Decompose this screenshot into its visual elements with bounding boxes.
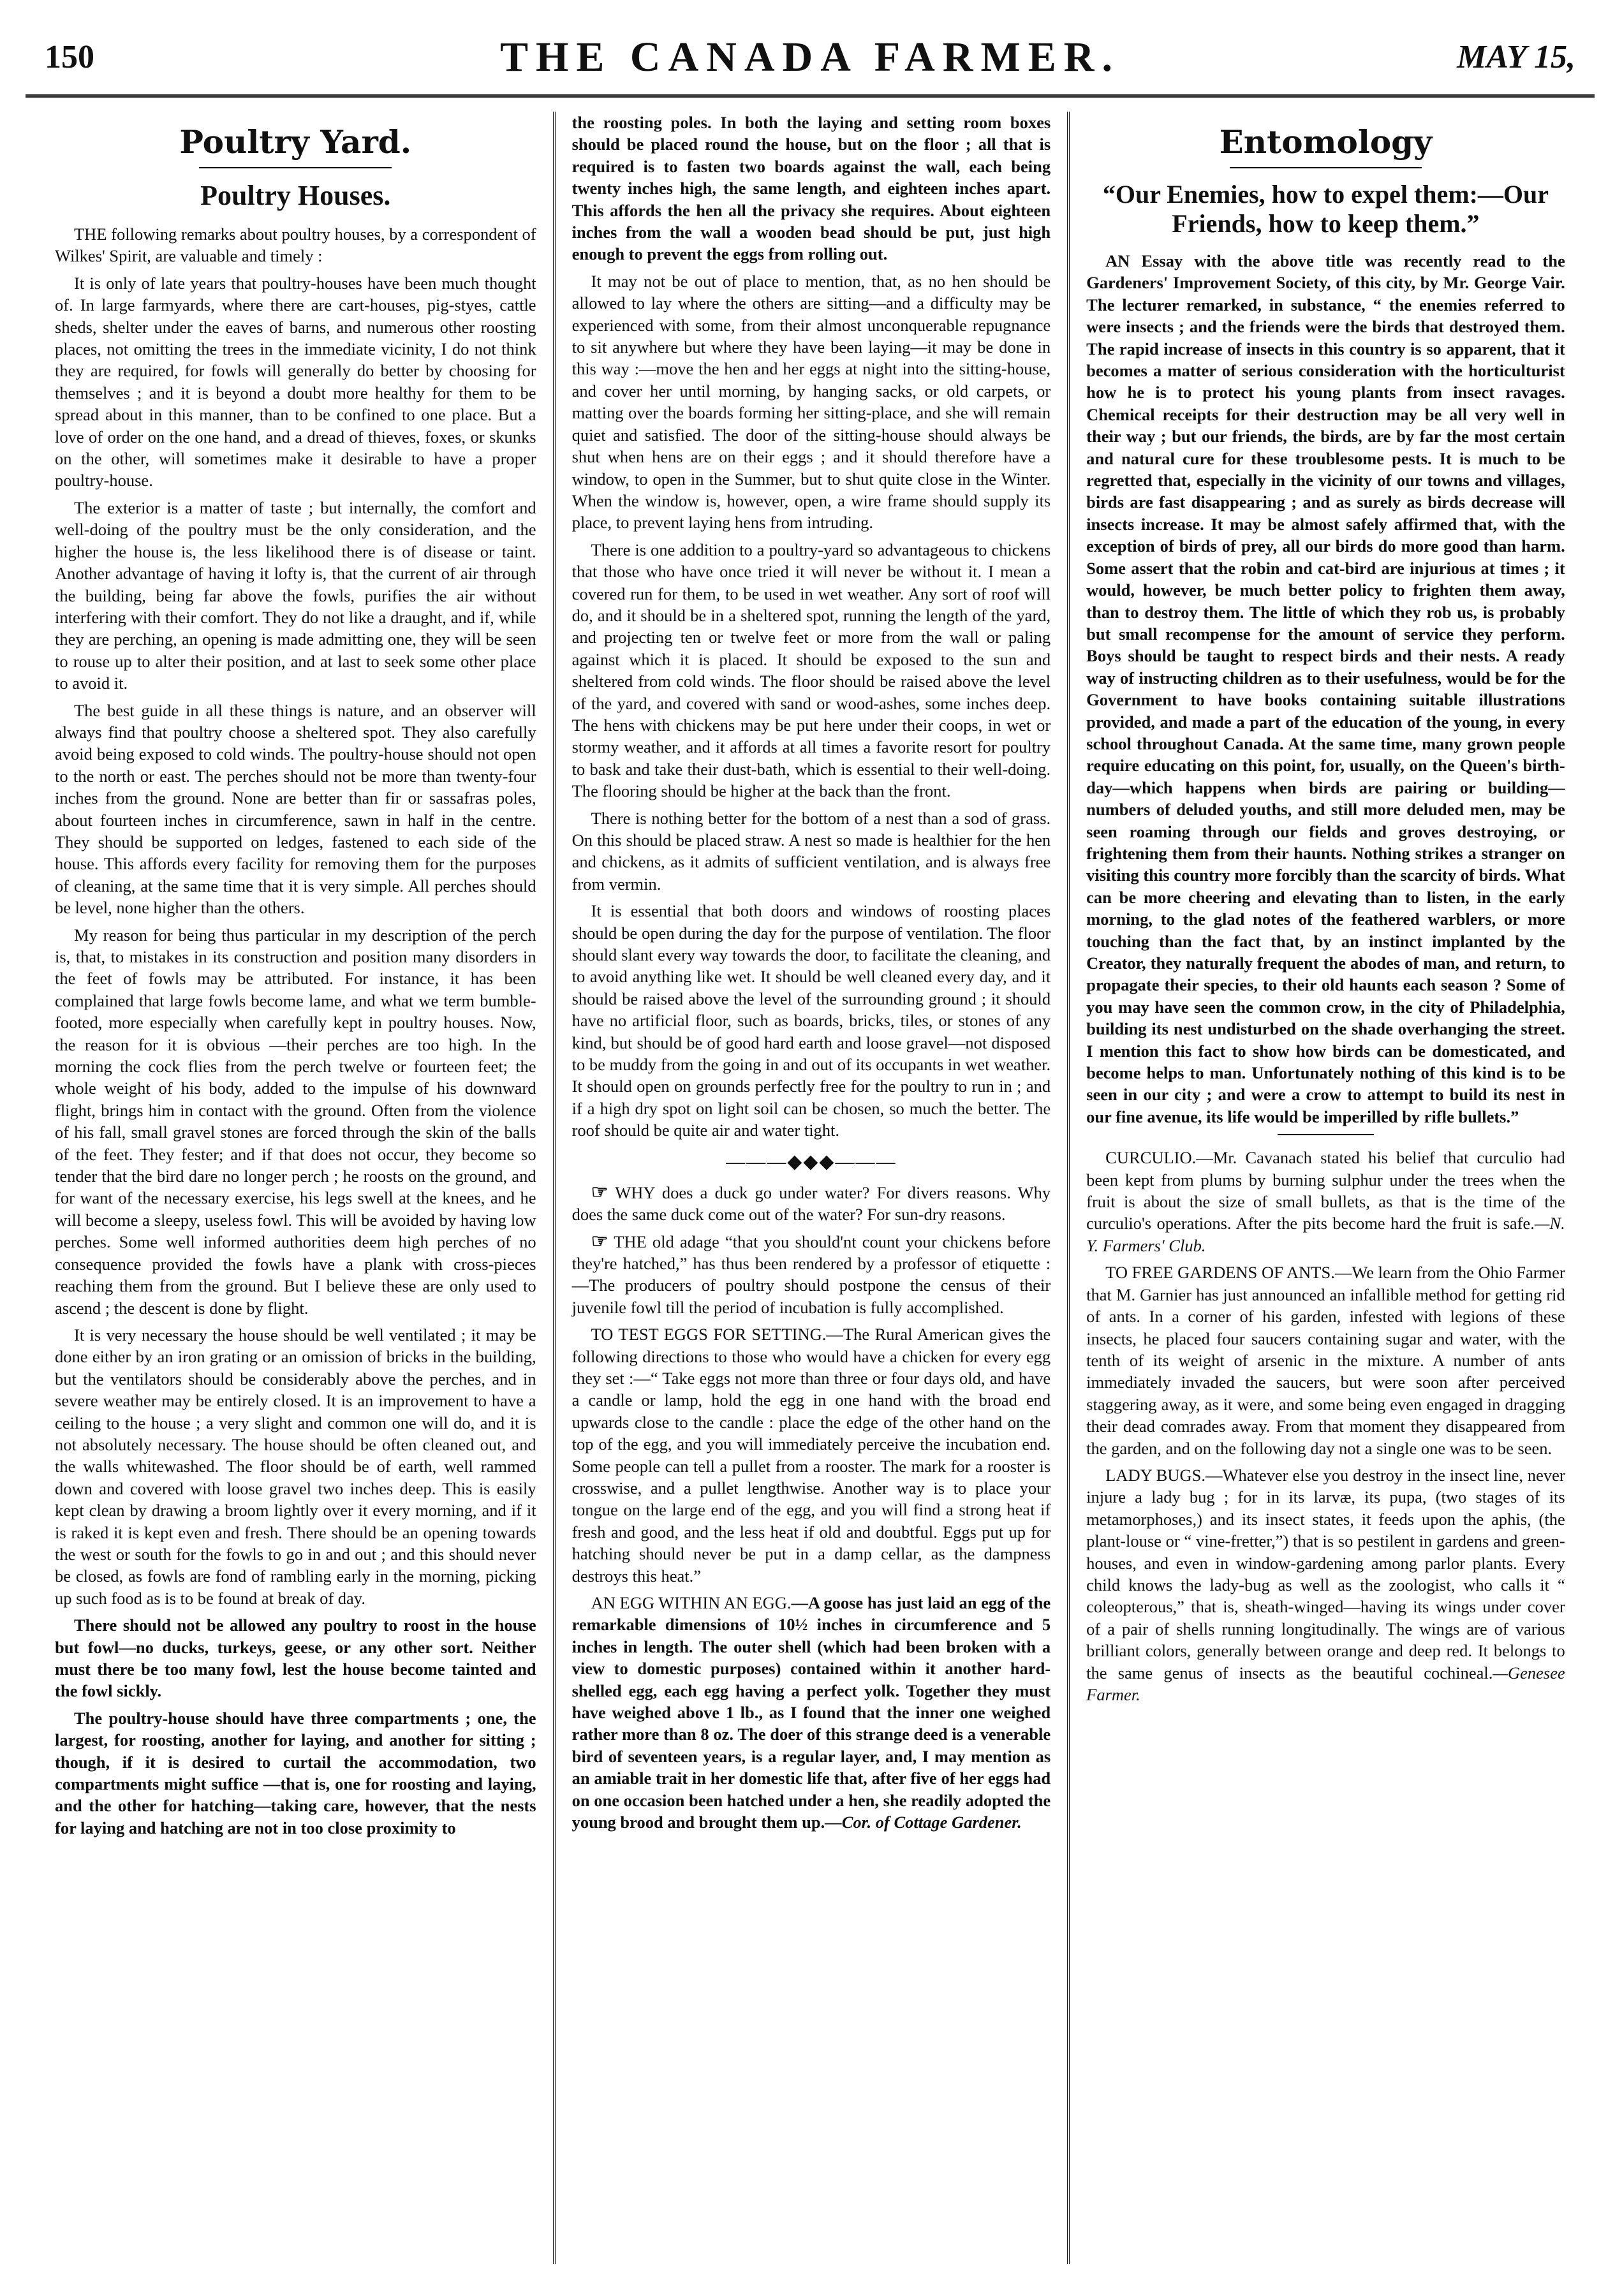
paragraph-egg-within-egg: [572, 1592, 1051, 1833]
article-lead-egg-within-egg: AN EGG WITHIN AN EGG.: [591, 1593, 792, 1612]
divider: [199, 167, 392, 168]
paragraph: It is essential that both doors and windows of roosting places should be open during the day for the purpose of ventilation. The floor should slant every way towards the door, to facilitate the cleaning, and to avoid anything like wet. It should be well cleaned every day, and it should be raised above the level of the surrounding ground ; it should have no artificial floor, such as boards, bricks, tiles, or stones of any kind, but should be of good hard earth and loose gravel—not disposed to be muddy from the going in and out of its occupants in wet weather. It should open on grounds perfectly free for the poultry to run in ; and if a high dry spot on light soil can be chosen, so much the better. The roof should be quite air and water tight.: [571, 901, 1051, 1140]
paragraph: It is very necessary the house should be well ventilated ; it may be done either by an iron grating or an omission of bricks in the building, but the ventilators should be considerably above the perches, and in severe weather may be entirely closed. It is an improvement to have a ceiling to the house ; a very slight and common one will do, and it is not absolutely necessary. The house should be often cleaned out, and the walls whitewashed. The floor should be of earth, well rammed down and covered with loose gravel two inches deep. This is easily kept clean by drawing a broom lightly over it every morning, and if it is raked it is kept even and fresh. There should be an opening towards the west or south for the fowls to go in and out ; and this should never be closed, as fowls are fond of rambling early in the morning, picking up such food as is to be found at break of day.: [55, 1325, 536, 1608]
lady-bugs-text: —Whatever else you destroy in the insect line, never injure a lady bug ; for in its larvæ, its pupa, (two stages of its metamorphoses,) and its insect states, it feeds upon the aphis, (the plant-louse or “ vine-fretter,”) that is so pestilent in gardens and green-houses, and even in window-gardening among parlor plants. Every child knows the lady-bug as well as the zoologist, who calls it “ coleopterous,” that is, sheath-winged—having its wings under cover of a pair of shells running longitudinally. The wings are of various brilliant colors, generally between orange and deep red. It belongs to the same genus of insects as the beautiful cochineal.: [1086, 1465, 1565, 1682]
paragraph: There is one addition to a poultry-yard so advantageous to chickens that those who have once tried it will never be without it. I mean a covered run for them, to be used in wet weather. Any sort of roof will do, and it should be in a sheltered spot, running the length of the yard, and projecting ten or twelve feet or more from the wall or paling against which it is placed. It should be exposed to the sun and sheltered from cold winds. The floor should be raised above the level of the yard, and covered with sand or wood-ashes, some inches deep. The hens with chickens may be put here under their coops, in wet or stormy weather, and it affords at all times a favorite resort for poultry to bask and take their dust-bath, which is essential to their well-doing. The flooring should be higher at the back than the front.: [571, 540, 1051, 801]
masthead: [26, 19, 1595, 96]
article-lead-test-eggs: TO TEST EGGS FOR SETTING.: [591, 1325, 827, 1344]
divider: [1278, 1134, 1373, 1135]
paragraph: It may not be out of place to mention, that, as no hen should be allowed to lay where the others are sitting—and a difficulty may be experienced with some, from their almost unconquerable repugnance to sit anywhere but where they have been laying—it may be done in this way :—move the hen and her eggs at night into the sitting-house, and cover her until morning, by hanging sacks, or old carpets, or matting over the boards forming her sitting-place, and she will remain quiet and satisfied. The door of the sitting-house should always be shut when hens are on their eggs ; and it should therefore have a window, to open in the Summer, but to shut quite close in the Winter. When the window is, however, open, a wire frame should supply its place, to prevent laying hens from intruding.: [571, 271, 1051, 533]
page-number: 150: [45, 39, 94, 75]
paragraph-adage: [572, 1231, 1051, 1319]
paragraph-lady-bugs: [1086, 1464, 1565, 1705]
article-lead-lady-bugs: LADY BUGS.: [1105, 1465, 1205, 1485]
masthead-rule: [26, 94, 1595, 98]
article-lead-curculio: CURCULIO.: [1105, 1148, 1197, 1168]
column-entomology: [1067, 112, 1582, 2264]
egg-within-egg-text: —A goose has just laid an egg of the remarkable dimensions of 10½ inches in circumference and 5 inches in length. The outer shell (which had been broken with a view to domestic purposes) contained within it another hard-shelled egg, each egg having a perfect yolk. Together they must have weighed above 1 lb., as I found that the inner one weighed rather more than 8 oz. The doer of this strange deed is a venerable bird of seventeen years, is a regular layer, and, I may mention as an amiable trait in her domestic life that, after five of her eggs had on one occasion been hatched under a hen, she readily adopted the young brood and brought them up.: [571, 1593, 1051, 1832]
newspaper-title: THE CANADA FARMER.: [500, 34, 1120, 80]
paragraph: the roosting poles. In both the laying and setting room boxes should be placed round the house, but on the floor ; all that is required is to fasten two boards against the wall, each being twenty inches high, the same length, and eighteen inches apart. This affords the hen all the privacy she requires. About eighteen inches from the wall a wooden bead should be put, just high enough to prevent the eggs from rolling out.: [571, 113, 1051, 264]
paragraph: The poultry-house should have three compartments ; one, the largest, for roosting, another for laying, and another for sitting ; though, if it is desired to curtail the accommodation, two compartments might suffice —that is, one for roosting and laying, and the other for hatching—taking care, however, that the nests for laying and hatching are not in too close proximity to: [55, 1708, 536, 1837]
pointing-hand-icon: ☞: [591, 1230, 608, 1252]
department-heading-entomology: Entomology: [1219, 123, 1433, 161]
article-headline-poultry-houses: Poultry Houses.: [200, 180, 391, 211]
source-credit: —Cor. of Cottage Gardener.: [825, 1813, 1022, 1832]
curculio-text: —Mr. Cavanach stated his belief that curculio had been kept from plums by burning sulphur under the trees when the fruit is about the size of small bullets, as that is the time of the curculio's operations. After the pits become hard the fruit is safe.: [1086, 1148, 1565, 1233]
paragraph: There should not be allowed any poultry to roost in the house but fowl—no ducks, turkeys, geese, or any other sort. Neither must there be too many fowl, lest the house become tainted and the fowl sickly.: [55, 1615, 536, 1701]
paragraph-test-eggs: [572, 1323, 1051, 1587]
department-heading-poultry: Poultry Yard.: [179, 123, 412, 161]
source-credit: —N. Y. Farmers' Club.: [1086, 1214, 1565, 1255]
ornamental-separator: ———◆◆◆———: [726, 1151, 897, 1172]
paragraph: AN Essay with the above title was recently read to the Gardeners' Improvement Society, of this city, by Mr. George Vair. The lecturer remarked, in substance, “ the enemies referred to were insects ; and the friends were the birds that destroyed them. The rapid increase of insects in this country is so apparent, that it becomes a matter of serious consideration with the horticulturist how he is to protect his young plants from insect ravages. Chemical receipts for their destruction may be all very well in their way ; but our friends, the birds, are by far the most certain and natural cure for these troublesome pests. It is much to be regretted that, especially in the vicinity of our towns and villages, birds are fast disappearing ; and as surely as birds decrease will insects increase. It may be almost safely affirmed that, with the exception of birds of prey, all our birds do more good than harm. Some assert that the robin and cat-bird are injurious at times ; it would, however, be much better policy to frighten them away, than to destroy them. The little of which they rob us, is probably but small recompense for the amount of service they perform. Boys should be taught to respect birds and their nests. A ready way of instructing children as to their usefulness, would be for the Government to have books containing suitable illustrations provided, and made a part of the education of the young, in every school throughout Canada. At the same time, many grown people require educating on this point, for, usually, on the Queen's birth-day—which happens when birds are pairing or building—numbers of deluded youths, and still more deluded men, may be seen roaming through our fields and groves destroying, or frightening them from their haunts. Nothing strikes a stranger on visiting this country more forcibly than the scarcity of birds. What can be more cheering and elevating than to listen, in the early morning, to the glad notes of the feathered warblers, or more touching than the fact that, by an instinct implanted by the Creator, they naturally frequent the abodes of man, and return, to propagate their species, to their old haunts each season ? Some of you may have seen the common crow, in the city of Philadelphia, building its nest undisturbed on the shade overhanging the street. I mention this fact to show how birds can be domesticated, and become helps to man. Unfortunately nothing of this kind is to be seen in our city ; and were a crow to attempt to build its nest in our fine avenue, its life would be imperilled by rifle bullets.”: [1086, 251, 1565, 1126]
column-continued: [553, 112, 1068, 2264]
test-eggs-text: —The Rural American gives the following directions to those who would have a chicken for every egg they set :—“ Take eggs not more than three or four days old, and have a candle or lamp, hold the egg in one hand with the broad end upwards close to the candle : place the edge of the other hand on the top of the egg, and you will immediately perceive the incubation end. Some people can tell a pullet from a rooster. The mark for a rooster is crosswise, and a pullet lengthwise. Another way is to place your tongue on the large end of the egg, and you will find a strong heat if fresh and good, and the less heat if old and doubtful. Eggs put up for hatching should never be put in a damp cellar, as the dampness destroys this heat.”: [571, 1325, 1051, 1586]
paragraph-curculio: [1086, 1147, 1565, 1256]
issue-date: MAY 15,: [1457, 39, 1575, 75]
ants-text: —We learn from the Ohio Farmer that M. Garnier has just announced an infallible method for getting rid of ants. In a corner of his garden, infested with legions of these insects, he placed four saucers containing sugar and water, with the tenth of its weight of arsenic in the mixture. A number of ants immediately invaded the saucers, but were soon after perceived staggering away, as it were, and some being even engaged in dragging their dead comrades away. From that moment they disappeared from the garden, and on the following day not a single one was to be seen.: [1086, 1263, 1565, 1458]
paragraph: The exterior is a matter of taste ; but internally, the comfort and well-doing of the poultry must be the only consideration, and the higher the house is, the less likelihood there is of disease or taint. Another advantage of having it lofty is, that the current of air through the building, being far above the fowls, purifies the air without interfering with their comfort. They do not like a draught, and if, while they are perching, an opening is made admitting one, they will be seen to rouse up to alter their position, and at last to seek some other place to avoid it.: [55, 497, 536, 693]
paragraph-ants: [1086, 1262, 1565, 1459]
paragraph-duck-joke: [572, 1182, 1051, 1226]
paragraph: It is only of late years that poultry-houses have been much thought of. In large farmyards, where there are cart-houses, pig-styes, cattle sheds, shelter under the eaves of barns, and numerous other roosting places, not omitting the trees in the immediate vicinity, I do not think they are required, for fowls will generally do better by choosing for themselves ; and it is beyond a doubt more healthy for them to be spread about in this manner, than to be confined to one place. But a love of order on the one hand, and a dread of thieves, foxes, or skunks on the other, will sometimes make it desirable to have a proper poultry-house.: [55, 273, 536, 490]
pointing-hand-icon: ☞: [591, 1181, 608, 1203]
article-lead-ants: TO FREE GARDENS OF ANTS.: [1105, 1263, 1335, 1283]
column-poultry: [38, 112, 553, 2264]
paragraph: The best guide in all these things is nature, and an observer will always find that poultry choose a sheltered spot. They also carefully avoid being exposed to cold winds. The poultry-house should not open to the north or east. The perches should not be more than twenty-four inches from the ground. None are better than fir or sassafras poles, about fourteen inches in circumference, sawn in half in the centre. They should be supported on ledges, fastened to each side of the house. This affords every facility for removing them for the purposes of cleaning, at the same time that it is very simple. All perches should be level, none higher than the others.: [55, 700, 536, 918]
paragraph: There is nothing better for the bottom of a nest than a sod of grass. On this should be placed straw. A nest so made is healthier for the hen and chickens, as it admits of sufficient ventilation, and is always free from vermin.: [571, 808, 1051, 894]
paragraph: My reason for being thus particular in my description of the perch is, that, to mistakes in its construction and position many disorders in the feet of fowls may be attributed. For instance, it has been complained that large fowls become lame, and what we term bumble-footed, more especially when carefully kept in poultry houses. Now, the reason for it is obvious —their perches are too high. In the morning the cock flies from the perch twelve or fourteen feet; the whole weight of his body, added to the impulse of his downward flight, brings him in contact with the ground. Often from the violence of his fall, small gravel stones are forced through the skin of the balls of the feet. They fester; and if that does not occur, they become so tender that the bird dare no longer perch ; he roosts on the ground, and for want of the necessary exercise, his legs swell at the knees, and he will become a sleepy, useless fowl. This will be avoided by having low perches. Some well informed authorities deem high perches of no consequence provided the fowls have a plank with cross-pieces reaching them from the ground. But I believe these are only used to ascend ; the descent is done by flight.: [55, 925, 536, 1318]
columns: [38, 112, 1582, 2264]
source-credit: —Genesee Farmer.: [1086, 1663, 1565, 1704]
duck-joke-text: WHY does a duck go under water? For divers reasons. Why does the same duck come out of the water? For sun-dry reasons.: [571, 1182, 1051, 1225]
newspaper-page: [26, 19, 1595, 2264]
article-headline-enemies-friends: “Our Enemies, how to expel them:—Our Friends, how to keep them.”: [1102, 180, 1549, 238]
divider: [1230, 167, 1421, 168]
paragraph: THE following remarks about poultry houses, by a correspondent of Wilkes' Spirit, are valuable and timely :: [55, 224, 536, 266]
adage-text: THE old adage “that you should'nt count your chickens before they're hatched,” has thus been rendered by a professor of etiquette :—The producers of poultry should postpone the census of their juvenile fowl till the period of incubation is fully accomplished.: [571, 1232, 1051, 1317]
